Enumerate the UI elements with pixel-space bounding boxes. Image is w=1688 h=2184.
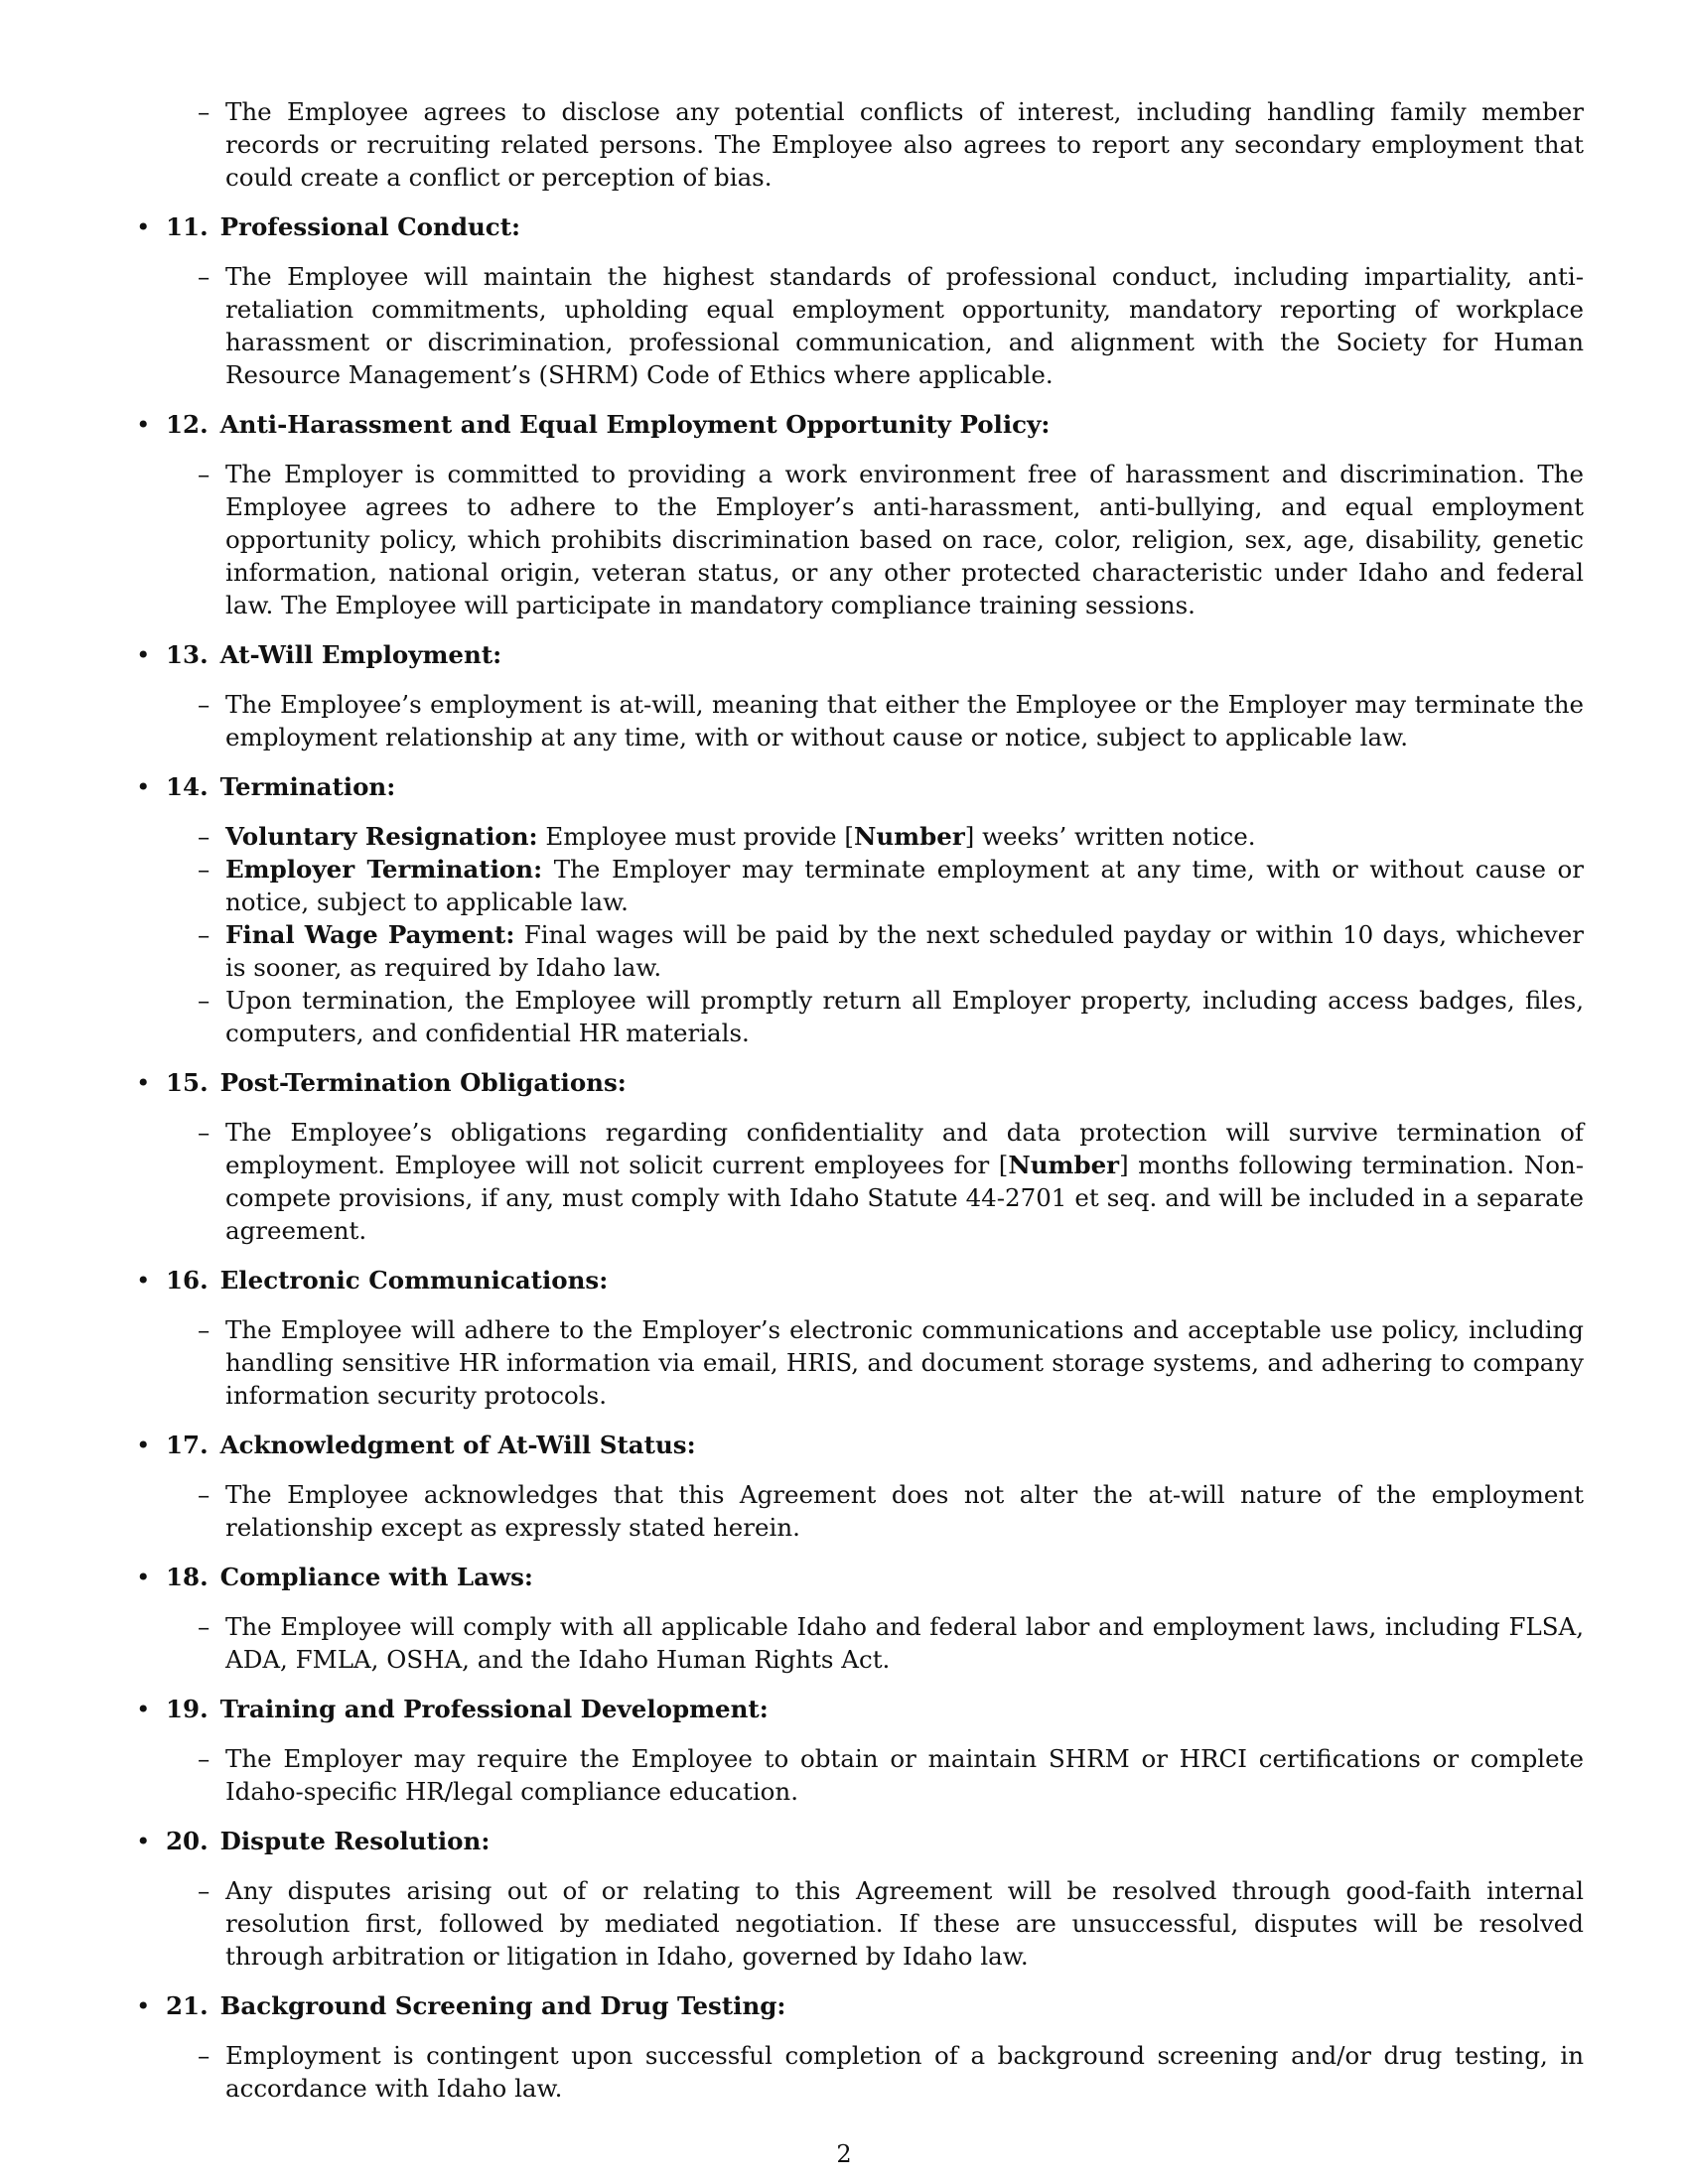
section-title: Compliance with Laws: [219, 1563, 533, 1591]
section-item [225, 1478, 1584, 1544]
section-number: 12. [166, 410, 209, 439]
section-title: Post-Termination Obligations: [219, 1068, 627, 1097]
item-text: The Employee acknowledges that this Agreement does not alter the at-will nature of the employment relationship except as expressly stated herein. [225, 1480, 1584, 1542]
section-number: 19. [166, 1695, 209, 1723]
item-text: The Employer may require the Employee to obtain or maintain SHRM or HRCI certifications or complete Idaho-specific HR/legal compliance education. [225, 1744, 1584, 1806]
page-number: 2 [836, 2140, 852, 2168]
item-text: The Employee will comply with all applicable Idaho and federal labor and employment laws, including FLSA, ADA, FMLA, OSHA, and the Idaho Human Rights Act. [225, 1612, 1584, 1674]
section-item [225, 458, 1584, 621]
section-number: 20. [166, 1827, 209, 1855]
section-item [225, 984, 1584, 1049]
item-text: The Employee’s employment is at-will, meaning that either the Employee or the Employer may terminate the employment relationship at any time, with or without cause or notice, subject to applicable law. [225, 690, 1584, 751]
section-item [225, 260, 1584, 391]
section-item [225, 2039, 1584, 2105]
section-number: 13. [166, 640, 209, 669]
conflict-of-interest-item: – The Employee agrees to disclose any potential conflicts of interest, including handling family member records or recruiting related persons. The Employee also agrees to report any secondary employment that could create a conflict or perception of bias. [225, 95, 1584, 194]
section-item [225, 1313, 1584, 1412]
section-16 [134, 1264, 1584, 1412]
item-text-after: ] months following termination. Non-compete provisions, if any, must comply with Idaho Statute 44-2701 et seq. and will be included in a separate agreement. [225, 1151, 1585, 1245]
section-heading [166, 1693, 1584, 1725]
section-item [225, 1610, 1584, 1676]
item-text: Final wages will be paid by the next scheduled payday or within 10 days, whichever is sooner, as required by Idaho law. [225, 920, 1584, 982]
item-label: Employer Termination: [225, 855, 543, 884]
item-text-before: Employee must provide [ [537, 822, 854, 851]
section-title: Dispute Resolution: [219, 1827, 491, 1855]
section-item [225, 688, 1584, 753]
section-20 [134, 1825, 1584, 1973]
item-text-before: The Employee’s obligations regarding confidentiality and data protection will survive termination of employment. Employee will not solicit current employees for [ [225, 1118, 1584, 1179]
section-15 [134, 1066, 1584, 1247]
section-18 [134, 1561, 1584, 1676]
section-17 [134, 1429, 1584, 1544]
item-text-after: ] weeks’ written notice. [964, 822, 1256, 851]
section-heading [166, 408, 1584, 441]
section-heading [166, 1264, 1584, 1297]
item-label: Voluntary Resignation: [225, 822, 538, 851]
section-title: Acknowledgment of At-Will Status: [219, 1431, 696, 1459]
section-title: Background Screening and Drug Testing: [219, 1991, 786, 2020]
section-item [225, 1742, 1584, 1808]
item-text: Any disputes arising out of or relating to this Agreement will be resolved through good-faith internal resolution first, followed by mediated negotiation. If these are unsuccessful, disputes will be resolved through arbitration or litigation in Idaho, governed by Idaho law. [225, 1876, 1584, 1971]
section-title: Anti-Harassment and Equal Employment Opportunity Policy: [219, 410, 1051, 439]
placeholder-field: Number [853, 822, 965, 851]
section-heading [166, 1825, 1584, 1857]
section-number: 14. [166, 772, 209, 801]
section-19 [134, 1693, 1584, 1808]
section-number: 16. [166, 1266, 209, 1295]
section-item [225, 918, 1584, 984]
section-heading [166, 1066, 1584, 1099]
section-13 [134, 638, 1584, 753]
section-item [225, 820, 1584, 853]
section-heading [166, 1429, 1584, 1461]
section-title: Training and Professional Development: [219, 1695, 769, 1723]
item-text: The Employee will adhere to the Employer’s electronic communications and acceptable use policy, including handling sensitive HR information via email, HRIS, and document storage systems, and adhering to company information security protocols. [225, 1315, 1584, 1410]
section-number: 18. [166, 1563, 209, 1591]
section-number: 17. [166, 1431, 209, 1459]
section-item [225, 853, 1584, 918]
section-12 [134, 408, 1584, 621]
document-body [134, 95, 1584, 2105]
section-heading [166, 210, 1584, 243]
section-title: Professional Conduct: [219, 212, 521, 241]
section-title: Termination: [219, 772, 396, 801]
section-title: Electronic Communications: [219, 1266, 609, 1295]
section-heading [166, 770, 1584, 803]
item-text: Employment is contingent upon successful completion of a background screening and/or drug testing, in accordance with Idaho law. [225, 2041, 1584, 2103]
section-21 [134, 1989, 1584, 2105]
section-number: 11. [166, 212, 209, 241]
section-14 [134, 770, 1584, 1049]
section-item [225, 1116, 1584, 1247]
section-11 [134, 210, 1584, 391]
section-heading [166, 638, 1584, 671]
section-heading [166, 1989, 1584, 2022]
item-label: Final Wage Payment: [225, 920, 515, 949]
item-text: The Employer may terminate employment at any time, with or without cause or notice, subject to applicable law. [225, 855, 1585, 916]
item-text: The Employer is committed to providing a work environment free of harassment and discrimination. The Employee agrees to adhere to the Employer’s anti-harassment, anti-bullying, and equal employment opportunity policy, which prohibits discrimination based on race, color, religion, sex, age, disability, genetic information, national origin, veteran status, or any other protected characteristic under Idaho and federal law. The Employee will participate in mandatory compliance training sessions. [225, 460, 1584, 619]
placeholder-field: Number [1008, 1151, 1120, 1179]
section-number: 21. [166, 1991, 209, 2020]
section-title: At-Will Employment: [219, 640, 502, 669]
section-item [225, 1874, 1584, 1973]
section-heading [166, 1561, 1584, 1593]
item-text: The Employee will maintain the highest standards of professional conduct, including impartiality, anti-retaliation commitments, upholding equal employment opportunity, mandatory reporting of workplace harassment or discrimination, professional communication, and alignment with the Society for Human Resource Management’s (SHRM) Code of Ethics where applicable. [225, 262, 1584, 389]
item-text: Upon termination, the Employee will promptly return all Employer property, including access badges, files, computers, and confidential HR materials. [225, 986, 1584, 1047]
section-number: 15. [166, 1068, 209, 1097]
